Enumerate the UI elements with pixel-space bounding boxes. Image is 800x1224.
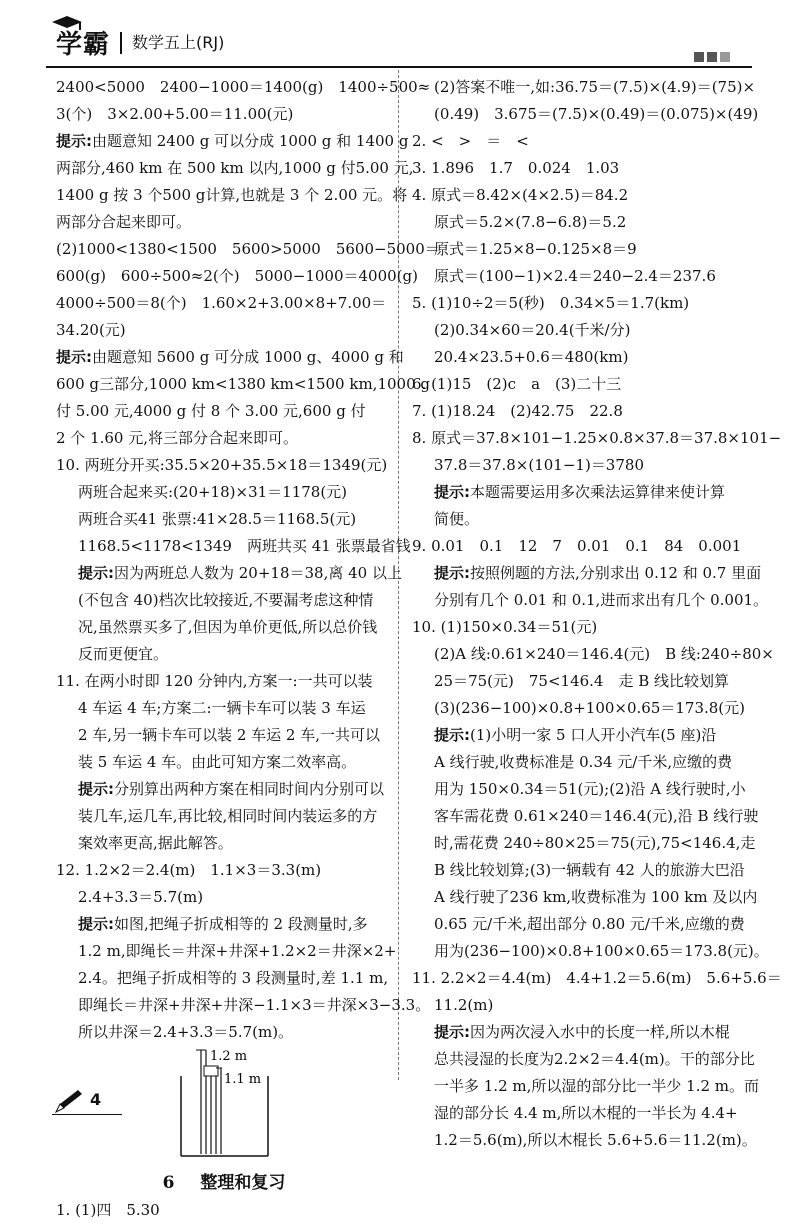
line-text: 况,虽然票买多了,但因为单价更低,所以总价钱	[78, 618, 378, 636]
hint-line	[412, 587, 769, 614]
line-text: 两部分合起来即可。	[56, 213, 192, 231]
hint-line	[412, 722, 750, 749]
answer-line	[412, 992, 750, 1019]
footer-rule	[52, 1114, 122, 1115]
hint-line	[412, 479, 750, 506]
line-text: 2.4+3.3＝5.7(m)	[78, 888, 204, 906]
answer-line	[412, 209, 750, 236]
answer-line	[412, 965, 782, 992]
right-column	[412, 74, 782, 1154]
hint-line	[56, 614, 392, 641]
hint-line	[56, 209, 392, 236]
line-text: 如图,把绳子折成相等的 2 段测量时,多	[114, 915, 368, 933]
line-text: 37.8＝37.8×(101−1)＝3780	[434, 456, 644, 474]
answer-line	[412, 317, 750, 344]
hint-line	[56, 371, 430, 398]
line-text: 两班合起来买:(20+18)×31＝1178(元)	[78, 483, 348, 501]
line-text: 因为两班总人数为 20+18＝38,离 40 以上	[114, 564, 402, 582]
answer-line	[412, 128, 750, 155]
line-text: 9. 0.01 0.1 12 7 0.01 0.1 84 0.001	[412, 537, 742, 555]
line-text: 客车需花费 0.61×240＝146.4(元),沿 B 线行驶	[434, 807, 759, 825]
answer-line	[412, 668, 750, 695]
answer-line	[56, 479, 392, 506]
hint-line	[412, 830, 756, 857]
line-text: 2 车,另一辆卡车可以装 2 车运 2 车,一共可以	[78, 726, 381, 744]
line-text: 本题需要运用多次乘法运算律来使计算	[470, 483, 726, 501]
answer-line	[412, 533, 750, 560]
header-rule	[46, 66, 752, 68]
section-title	[56, 1170, 392, 1197]
answer-line	[56, 722, 392, 749]
line-text: 4 车运 4 车;方案二:一辆卡车可以装 3 车运	[78, 699, 366, 717]
answer-line	[412, 641, 774, 668]
answer-line	[412, 344, 750, 371]
line-text: 8. 原式＝37.8×101−1.25×0.8×37.8＝37.8×101−	[412, 429, 782, 447]
line-text: 3. 1.896 1.7 0.024 1.03	[412, 159, 620, 177]
page-header	[0, 0, 800, 70]
line-text: 11.2(m)	[434, 996, 494, 1014]
hint-line	[412, 1127, 757, 1154]
hint-label: 提示:	[434, 1023, 470, 1041]
line-text: 25＝75(元) 75<146.4 走 B 线比较划算	[434, 672, 730, 690]
line-text: (1)小明一家 5 口人开小汽车(5 座)沿	[470, 726, 717, 744]
hint-line	[56, 344, 404, 371]
line-text: 1.2 m,即绳长＝井深+井深+1.2×2＝井深×2+	[78, 942, 397, 960]
hint-label: 提示:	[78, 564, 114, 582]
left-answers	[56, 74, 440, 1046]
hint-line	[412, 938, 769, 965]
line-text: 由题意知 5600 g 可分成 1000 g、4000 g 和	[92, 348, 404, 366]
hint-label: 提示:	[434, 726, 470, 744]
line-text: 装 5 车运 4 车。由此可知方案二效率高。	[78, 753, 357, 771]
right-answers	[412, 74, 782, 1154]
answer-line	[56, 263, 418, 290]
line-text: 12. 1.2×2＝2.4(m) 1.1×3＝3.3(m)	[56, 861, 322, 879]
answer-line	[56, 1197, 392, 1224]
line-text: 5. (1)10÷2＝5(秒) 0.34×5＝1.7(km)	[412, 294, 690, 312]
section-number: 6	[162, 1173, 175, 1193]
page-number: 4	[90, 1090, 102, 1109]
answer-line	[412, 155, 750, 182]
line-text: (0.49) 3.675＝(7.5)×(0.49)＝(0.075)×(49)	[434, 105, 759, 123]
hint-label: 提示:	[56, 348, 92, 366]
line-text: 两部分,460 km 在 500 km 以内,1000 g 付5.00 元,	[56, 159, 414, 177]
line-text: B 线比较划算;(3)一辆载有 42 人的旅游大巴沿	[434, 861, 745, 879]
hint-line	[412, 1019, 750, 1046]
answer-line	[56, 506, 392, 533]
line-text: 2400<5000 2400−1000＝1400(g) 1400÷500≈	[56, 78, 431, 96]
line-text: 反而更便宜。	[78, 645, 169, 663]
hint-line	[412, 1046, 755, 1073]
hint-label: 提示:	[78, 780, 114, 798]
hint-line	[412, 749, 750, 776]
answer-line	[412, 290, 750, 317]
answer-line	[412, 74, 756, 101]
answer-line	[412, 371, 750, 398]
line-text: 用为 150×0.34＝51(元);(2)沿 A 线行驶时,小	[434, 780, 746, 798]
hint-line	[56, 776, 392, 803]
line-text: 6. (1)15 (2)c a (3)二十三	[412, 375, 622, 393]
answer-line	[56, 452, 392, 479]
line-text: 一半多 1.2 m,所以湿的部分比一半少 1.2 m。而	[434, 1077, 759, 1095]
line-text: (不包含 40)档次比较接近,不要漏考虑这种情	[78, 591, 374, 609]
line-text: 1168.5<1178<1349 两班共买 41 张票最省钱	[78, 537, 411, 555]
line-text: 分别算出两种方案在相同时间内分别可以	[114, 780, 385, 798]
line-text: 所以井深＝2.4+3.3＝5.7(m)。	[78, 1023, 294, 1041]
hint-line	[56, 938, 397, 965]
answer-line	[412, 425, 782, 452]
answer-line	[56, 668, 392, 695]
line-text: 因为两次浸入水中的长度一样,所以木棍	[470, 1023, 730, 1041]
line-text: A 线行驶了236 km,收费标准为 100 km 及以内	[434, 888, 758, 906]
answer-line	[56, 533, 411, 560]
line-text: 装几车,运几车,再比较,相同时间内装运多的方	[78, 807, 378, 825]
line-text: 按照例题的方法,分别求出 0.12 和 0.7 里面	[470, 564, 762, 582]
line-text: A 线行驶,收费标准是 0.34 元/千米,应缴的费	[434, 753, 733, 771]
hint-line	[412, 776, 750, 803]
answer-line	[412, 182, 750, 209]
line-text: (2)A 线:0.61×240＝146.4(元) B 线:240÷80×	[434, 645, 774, 663]
left-tail-answers	[56, 1197, 392, 1224]
line-text: (2)答案不唯一,如:36.75＝(7.5)×(4.9)＝(75)×	[434, 78, 756, 96]
hint-label: 提示:	[434, 564, 470, 582]
line-text: (2)1000<1380<1500 5600>5000 5600−5000＝	[56, 240, 440, 258]
hint-label: 提示:	[56, 132, 92, 150]
line-text: 11. 在两小时即 120 分钟内,方案一:一共可以装	[56, 672, 373, 690]
hint-line	[56, 128, 409, 155]
hint-line	[56, 992, 431, 1019]
line-text: 600 g三部分,1000 km<1380 km<1500 km,1000 g	[56, 375, 430, 393]
line-text: 案效率更高,据此解答。	[78, 834, 233, 852]
line-text: 10. 两班分开买:35.5×20+35.5×18＝1349(元)	[56, 456, 388, 474]
line-text: 总共浸湿的长度为2.2×2＝4.4(m)。干的部分比	[434, 1050, 755, 1068]
hint-line	[56, 587, 392, 614]
answer-line	[412, 614, 750, 641]
hint-line	[412, 1100, 750, 1127]
line-text: 即绳长＝井深+井深+井深−1.1×3＝井深×3−3.3。	[78, 996, 431, 1014]
header-divider	[120, 32, 122, 54]
line-text: 2.4。把绳子折成相等的 3 段测量时,差 1.1 m,	[78, 969, 389, 987]
line-text: 原式＝(100−1)×2.4＝240−2.4＝237.6	[434, 267, 716, 285]
line-text: 两班合买41 张票:41×28.5＝1168.5(元)	[78, 510, 357, 528]
hint-line	[56, 398, 392, 425]
answer-line	[56, 884, 392, 911]
section-name: 整理和复习	[200, 1173, 286, 1193]
answer-line	[412, 263, 750, 290]
line-text: 0.65 元/千米,超出部分 0.80 元/千米,应缴的费	[434, 915, 745, 933]
answer-line	[56, 749, 392, 776]
label-1-1m: 1.1 m	[224, 1072, 262, 1087]
hint-line	[412, 1073, 759, 1100]
line-text: 2. < > ＝ <	[412, 132, 529, 150]
line-text: (3)(236−100)×0.8+100×0.65＝173.8(元)	[434, 699, 746, 717]
hint-line	[56, 641, 392, 668]
hint-line	[412, 884, 758, 911]
answer-line	[412, 695, 750, 722]
hint-line	[56, 1019, 392, 1046]
hint-line	[412, 506, 750, 533]
line-text: 11. 2.2×2＝4.4(m) 4.4+1.2＝5.6(m) 5.6+5.6＝	[412, 969, 782, 987]
hint-line	[56, 425, 392, 452]
hint-line	[56, 182, 408, 209]
line-text: 1.2＝5.6(m),所以木棍长 5.6+5.6＝11.2(m)。	[434, 1131, 757, 1149]
answer-line	[56, 695, 392, 722]
answer-line	[412, 452, 750, 479]
line-text: 付 5.00 元,4000 g 付 8 个 3.00 元,600 g 付	[56, 402, 366, 420]
subject-label: 数学五上(RJ)	[132, 33, 225, 52]
line-text: 1400 g 按 3 个500 g计算,也就是 3 个 2.00 元。将	[56, 186, 408, 204]
line-text: (2)0.34×60＝20.4(千米/分)	[434, 321, 631, 339]
line-text: 原式＝5.2×(7.8−6.8)＝5.2	[434, 213, 627, 231]
answer-line	[412, 236, 750, 263]
left-column	[56, 74, 440, 1224]
hint-line	[56, 560, 402, 587]
header-decoration	[694, 52, 730, 62]
pencil-icon	[52, 1088, 86, 1114]
page-footer	[52, 1088, 252, 1118]
answer-line	[412, 101, 759, 128]
hint-line	[412, 560, 762, 587]
hint-line	[56, 965, 392, 992]
hint-line	[56, 830, 392, 857]
line-text: 20.4×23.5+0.6＝480(km)	[434, 348, 629, 366]
line-text: 7. (1)18.24 (2)42.75 22.8	[412, 402, 623, 420]
line-text: 分别有几个 0.01 和 0.1,进而求出有几个 0.001。	[434, 591, 769, 609]
line-text: 4000÷500＝8(个) 1.60×2+3.00×8+7.00＝	[56, 294, 387, 312]
hint-line	[56, 803, 392, 830]
hint-line	[412, 911, 750, 938]
line-text: 湿的部分长 4.4 m,所以木棍的一半长为 4.4+	[434, 1104, 738, 1122]
answer-line	[56, 101, 392, 128]
answer-line	[56, 857, 392, 884]
line-text: 2 个 1.60 元,将三部分合起来即可。	[56, 429, 299, 447]
line-text: 时,需花费 240÷80×25＝75(元),75<146.4,走	[434, 834, 756, 852]
hint-line	[56, 155, 414, 182]
hint-label: 提示:	[78, 915, 114, 933]
line-text: 简便。	[434, 510, 480, 528]
hint-line	[412, 803, 759, 830]
line-text: 4. 原式＝8.42×(4×2.5)＝84.2	[412, 186, 629, 204]
hint-line	[56, 911, 392, 938]
hint-line	[412, 857, 750, 884]
line-text: 600(g) 600÷500≈2(个) 5000−1000＝4000(g)	[56, 267, 418, 285]
line-text: 用为(236−100)×0.8+100×0.65＝173.8(元)。	[434, 942, 769, 960]
line-text: 34.20(元)	[56, 321, 126, 339]
line-text: 1. (1)四 5.30	[56, 1201, 160, 1219]
answer-line	[412, 398, 750, 425]
answer-line	[56, 236, 440, 263]
brand-logo: 学霸	[56, 30, 111, 60]
line-text: 由题意知 2400 g 可以分成 1000 g 和 1400 g	[92, 132, 409, 150]
line-text: 10. (1)150×0.34＝51(元)	[412, 618, 598, 636]
answer-line	[56, 74, 431, 101]
answer-line	[56, 290, 392, 317]
line-text: 原式＝1.25×8−0.125×8＝9	[434, 240, 637, 258]
label-1-2m: 1.2 m	[210, 1049, 248, 1064]
answer-line	[56, 317, 392, 344]
line-text: 3(个) 3×2.00+5.00＝11.00(元)	[56, 105, 294, 123]
hint-label: 提示:	[434, 483, 470, 501]
